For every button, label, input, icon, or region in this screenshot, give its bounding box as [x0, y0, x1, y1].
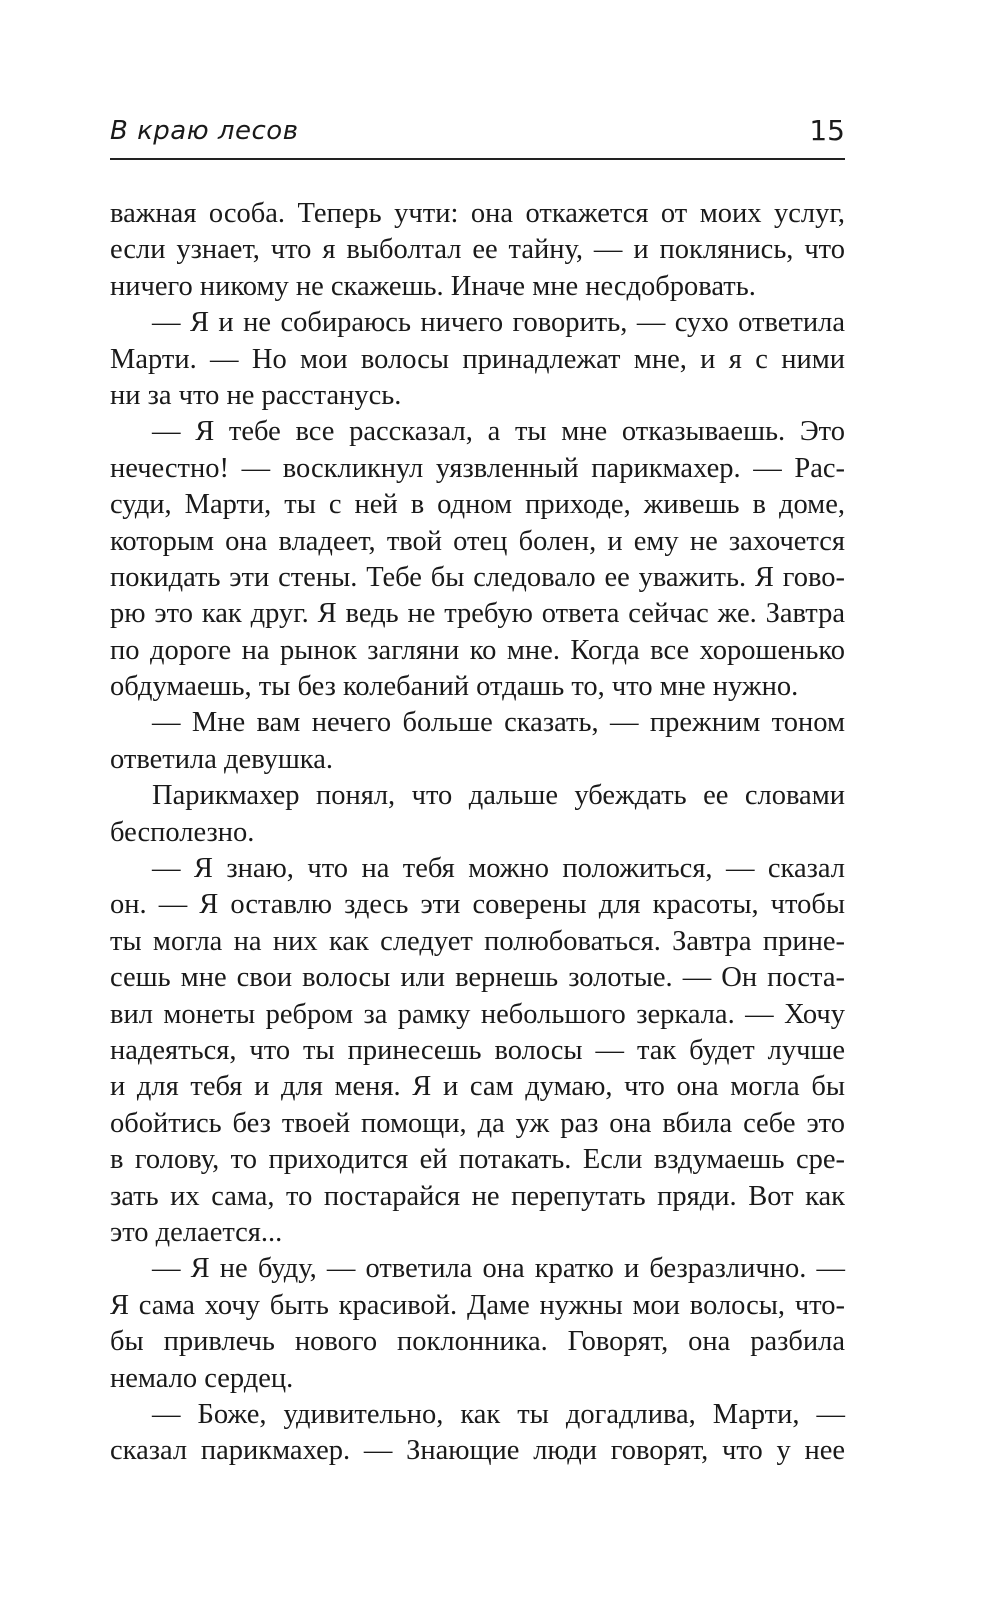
text-line: немало сердец.	[110, 1362, 294, 1394]
text-line: — Я знаю, что на тебя можно положиться, — сказал	[152, 853, 845, 885]
text-line: и для тебя и для меня. Я и сам думаю, что она могла бы	[110, 1071, 845, 1103]
text-line: которым она владеет, твой отец болен, и ему не захочется	[110, 525, 845, 557]
text-line: это делается...	[110, 1216, 283, 1248]
text-line: бы привлечь нового поклонника. Говорят, она разбила	[110, 1326, 845, 1358]
text-line: надеяться, что ты принесешь волосы — так будет лучше	[110, 1034, 845, 1066]
text-line: Парикмахер понял, что дальше убеждать ее словами	[152, 780, 845, 812]
page-number: 15	[809, 114, 845, 147]
text-line: вил монеты ребром за рамку небольшого зеркала. — Хочу	[110, 998, 845, 1030]
text-line: суди, Марти, ты с ней в одном приходе, живешь в доме,	[110, 489, 845, 521]
text-line: он. — Я оставлю здесь эти соверены для красоты, чтобы	[110, 889, 845, 921]
text-line: важная особа. Теперь учти: она откажется от моих услуг,	[110, 198, 845, 229]
text-line: — Я не буду, — ответила она кратко и безразлично. —	[152, 1253, 845, 1285]
text-line: сказал парикмахер. — Знающие люди говорят, что у нее	[110, 1435, 845, 1467]
text-line: Марти. — Но мои волосы принадлежат мне, и я с ними	[110, 343, 845, 375]
text-line: обойтись без твоей помощи, да уж раз она вбила себе это	[110, 1107, 845, 1139]
text-line: зать их сама, то постарайся не перепутать пряди. Вот как	[110, 1180, 845, 1212]
text-line: — Я и не собираюсь ничего говорить, — сухо ответила	[152, 307, 845, 339]
text-line: нечестно! — воскликнул уязвленный парикмахер. — Рас-	[110, 452, 845, 484]
text-line: если узнает, что я выболтал ее тайну, — и поклянись, что	[110, 234, 845, 266]
text-line: покидать эти стены. Тебе бы следовало ее уважить. Я гово-	[110, 561, 845, 593]
running-header	[110, 110, 845, 160]
text-line: ответила девушка.	[110, 743, 333, 775]
text-line: — Боже, удивительно, как ты догадлива, Марти, —	[152, 1398, 845, 1430]
text-line: — Я тебе все рассказал, а ты мне отказываешь. Это	[152, 416, 845, 448]
text-line: обдумаешь, ты без колебаний отдашь то, что мне нужно.	[110, 671, 799, 703]
text-line: рю это как друг. Я ведь не требую ответа сейчас же. Завтра	[110, 598, 845, 630]
book-title: В краю лесов	[110, 116, 299, 146]
text-line: ни за что не расстанусь.	[110, 379, 402, 411]
text-line: сешь мне свои волосы или вернешь золотые. — Он поста-	[110, 962, 845, 994]
text-line: по дороге на рынок загляни ко мне. Когда все хорошенько	[110, 634, 845, 666]
text-line: Я сама хочу быть красивой. Даме нужны мои волосы, что-	[110, 1289, 845, 1321]
body-text	[110, 196, 845, 1470]
text-line: ничего никому не скажешь. Иначе мне несдобровать.	[110, 270, 756, 302]
text-line: — Мне вам нечего больше сказать, — прежним тоном	[152, 707, 845, 739]
text-line: в голову, то приходится ей потакать. Если вздумаешь сре-	[110, 1144, 845, 1176]
text-line: ты могла на них как следует полюбоваться. Завтра прине-	[110, 925, 845, 957]
text-line: бесполезно.	[110, 816, 255, 848]
